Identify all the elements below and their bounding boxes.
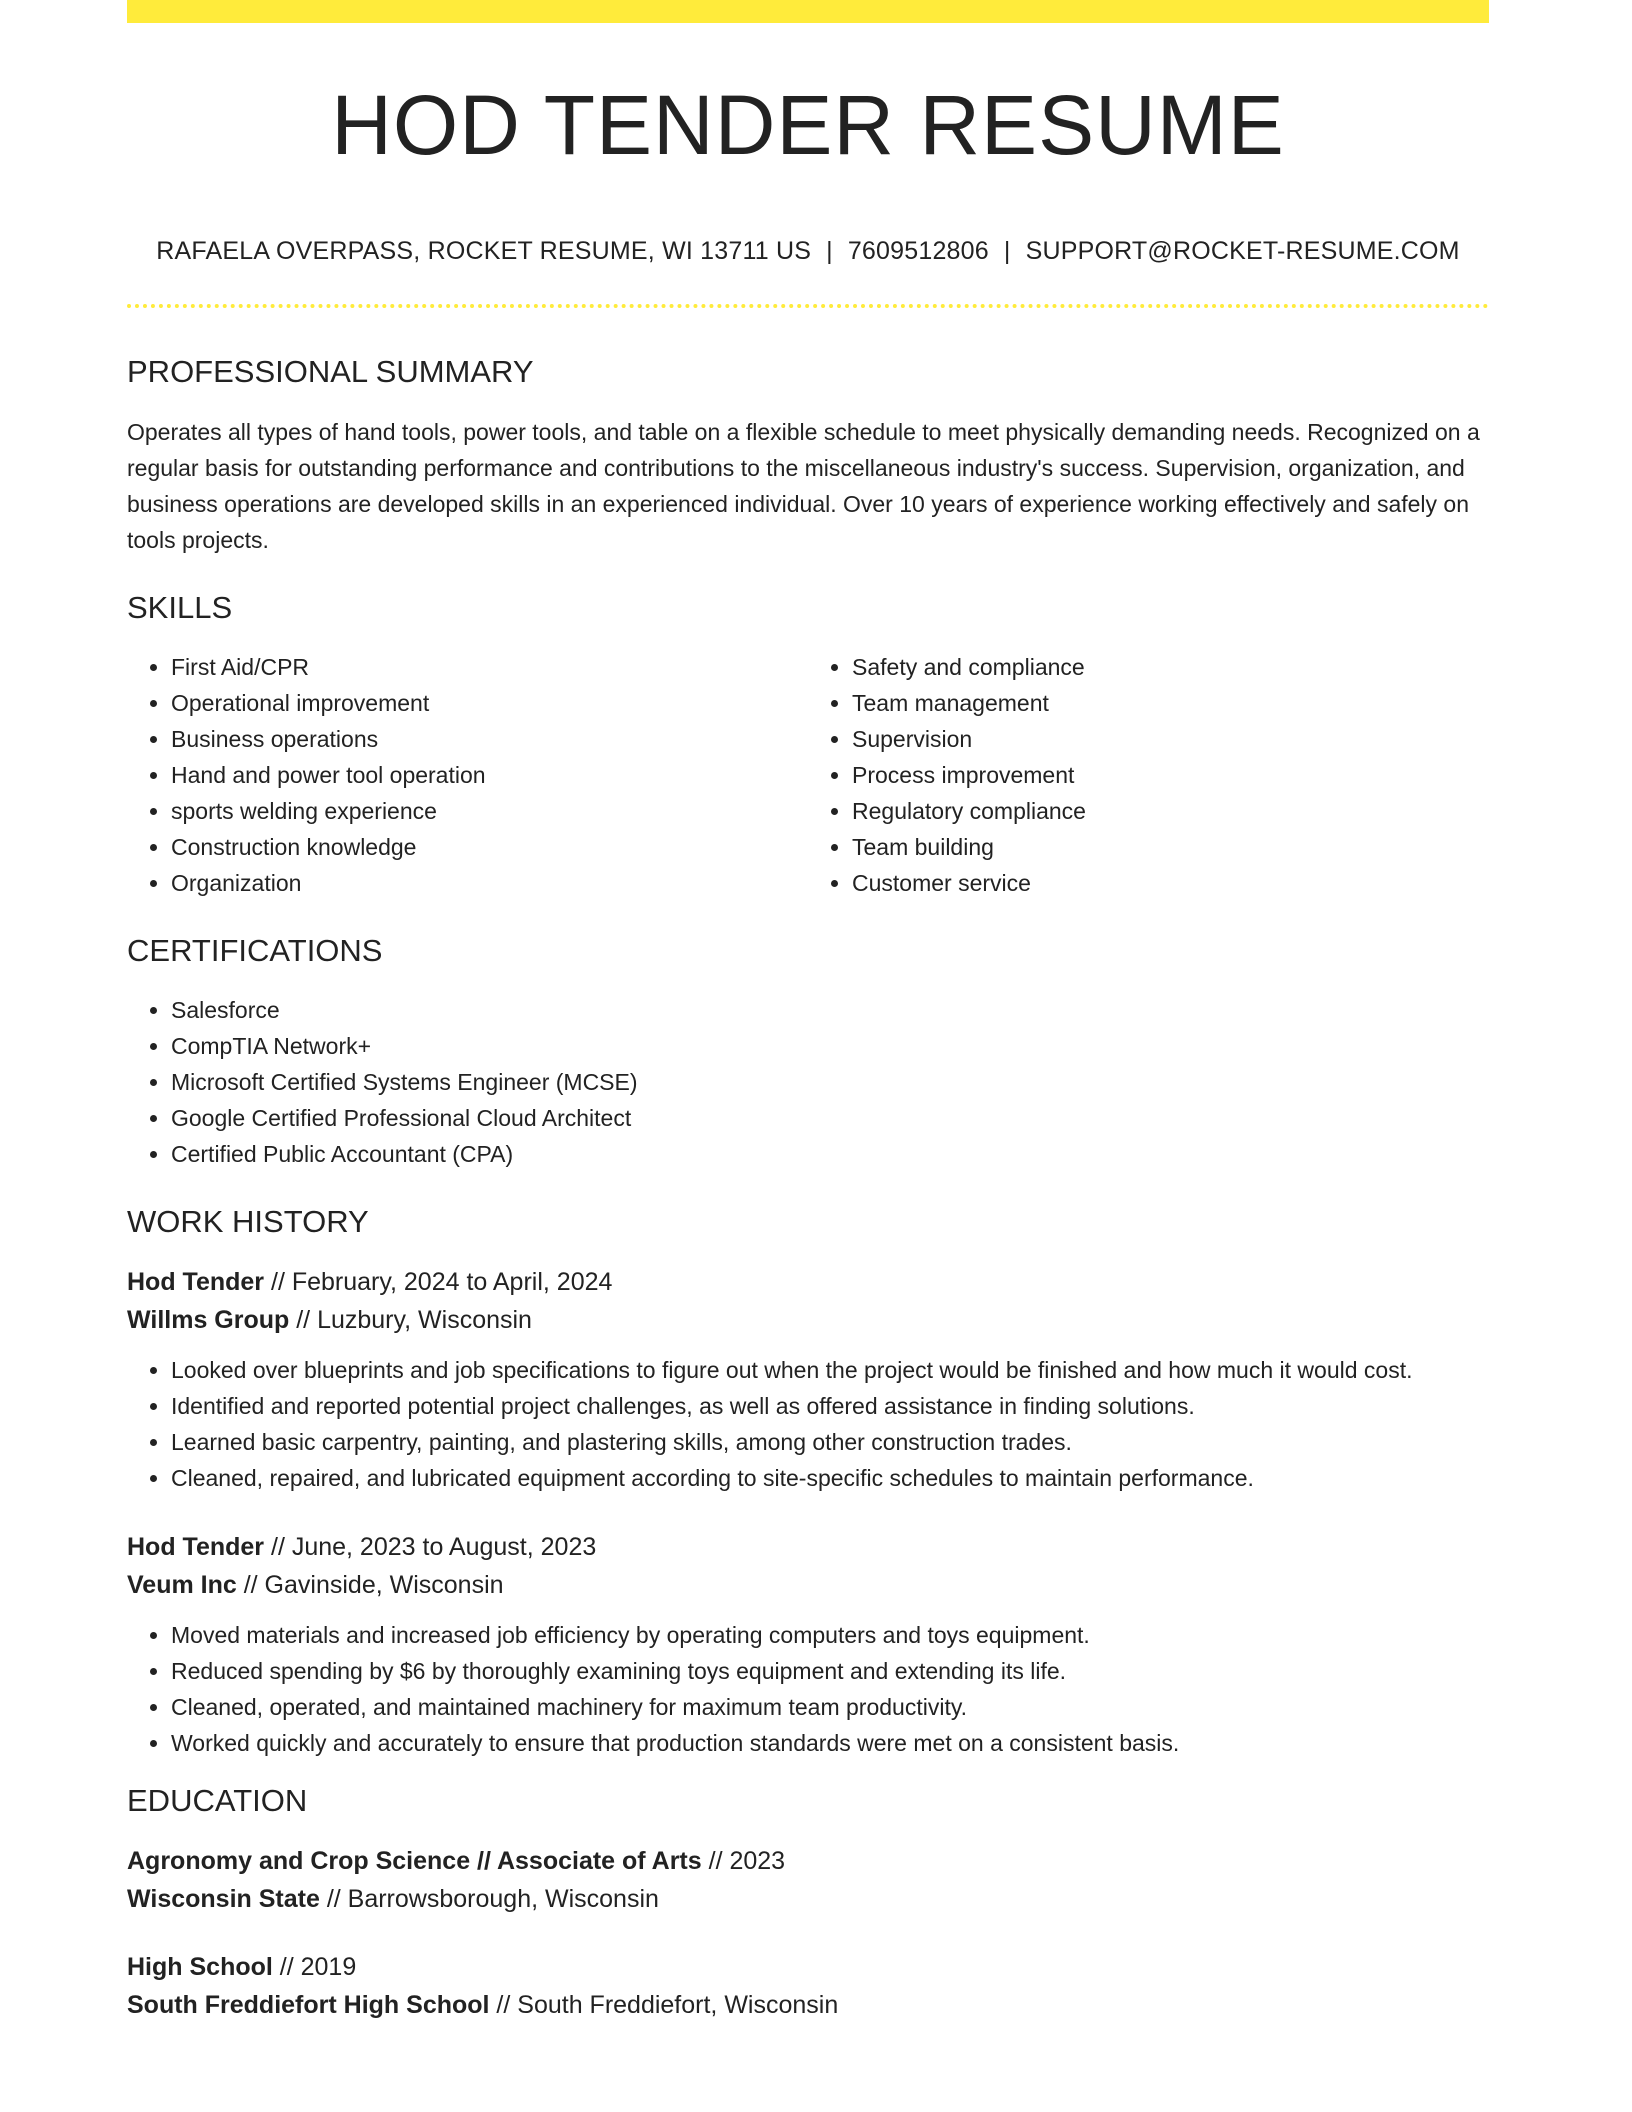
certification-item: • Salesforce xyxy=(171,992,1489,1028)
certification-item: • Google Certified Professional Cloud Architect xyxy=(171,1100,1489,1136)
education-degree-line xyxy=(127,1842,1489,1880)
education-entry xyxy=(127,1948,1489,2024)
skills-list-left xyxy=(127,649,808,901)
education-list xyxy=(127,1842,1489,2024)
work-heading: WORK HISTORY xyxy=(127,1204,369,1239)
skill-item: • Process improvement xyxy=(852,757,1489,793)
certifications-heading: CERTIFICATIONS xyxy=(127,933,383,968)
job-bullet: • Worked quickly and accurately to ensure that production standards were met on a consistent basis. xyxy=(171,1725,1489,1761)
job-bullet: • Reduced spending by $6 by thoroughly examining toys equipment and extending its life. xyxy=(171,1653,1489,1689)
education-entry xyxy=(127,1842,1489,1918)
contact-email: SUPPORT@ROCKET-RESUME.COM xyxy=(1025,237,1460,265)
skill-item: • Hand and power tool operation xyxy=(171,757,808,793)
education-school: South Freddiefort High School xyxy=(127,1991,490,2019)
contact-separator: | xyxy=(826,237,833,265)
job-bullet: • Learned basic carpentry, painting, and plastering skills, among other construction trades. xyxy=(171,1424,1489,1460)
job-bullets xyxy=(127,1617,1489,1761)
certification-item: • Microsoft Certified Systems Engineer (MCSE) xyxy=(171,1064,1489,1100)
education-school-line xyxy=(127,1880,1489,1918)
certifications-section xyxy=(127,935,1489,1172)
skill-item: • Supervision xyxy=(852,721,1489,757)
job-dates: // February, 2024 to April, 2024 xyxy=(264,1268,613,1296)
skill-item: • Customer service xyxy=(852,865,1489,901)
job-bullet: • Moved materials and increased job efficiency by operating computers and toys equipment. xyxy=(171,1617,1489,1653)
education-year: // 2023 xyxy=(701,1847,786,1875)
summary-text: Operates all types of hand tools, power tools, and table on a flexible schedule to meet physically demanding needs. Recognized on a regular basis for outstanding performance and contributions to the miscellaneous industry's success. Supervision, organization, and business operations are developed skills in an experienced individual. Over 10 years of experience working effectively and safely on tools projects. xyxy=(127,419,1480,553)
skills-heading: SKILLS xyxy=(127,590,233,625)
summary-heading: PROFESSIONAL SUMMARY xyxy=(127,354,534,389)
resume-page xyxy=(127,0,1489,2024)
work-section xyxy=(127,1206,1489,1761)
contact-separator: | xyxy=(1003,237,1011,265)
contact-phone: 7609512806 xyxy=(847,237,989,265)
job-location: // Gavinside, Wisconsin xyxy=(236,1571,504,1599)
job-title: Hod Tender xyxy=(127,1268,265,1296)
job-company-line xyxy=(127,1301,1489,1339)
education-location: // South Freddiefort, Wisconsin xyxy=(489,1991,839,2019)
education-degree-line xyxy=(127,1948,1489,1986)
job-title: Hod Tender xyxy=(127,1533,265,1561)
skill-item: • Regulatory compliance xyxy=(852,793,1489,829)
certification-item: • CompTIA Network+ xyxy=(171,1028,1489,1064)
education-heading: EDUCATION xyxy=(127,1783,308,1818)
skills-section xyxy=(127,592,1489,901)
education-year: // 2019 xyxy=(272,1953,357,1981)
job-location: // Luzbury, Wisconsin xyxy=(289,1306,532,1334)
job-title-line xyxy=(127,1528,1489,1566)
job-bullet: • Cleaned, repaired, and lubricated equipment according to site-specific schedules to maintain performance. xyxy=(171,1460,1489,1496)
skill-item: • Safety and compliance xyxy=(852,649,1489,685)
job-entry xyxy=(127,1528,1489,1761)
accent-bar xyxy=(127,0,1489,23)
dotted-divider xyxy=(127,304,1489,308)
job-bullet: • Looked over blueprints and job specifications to figure out when the project would be finished and how much it would cost. xyxy=(171,1352,1489,1388)
education-degree: Agronomy and Crop Science // Associate of Arts xyxy=(127,1847,702,1875)
job-company: Willms Group xyxy=(127,1306,290,1334)
skill-item: • sports welding experience xyxy=(171,793,808,829)
skill-item: • Business operations xyxy=(171,721,808,757)
resume-title: HOD TENDER RESUME xyxy=(331,78,1285,172)
certification-item: • Certified Public Accountant (CPA) xyxy=(171,1136,1489,1172)
skill-item: • Organization xyxy=(171,865,808,901)
certifications-list xyxy=(127,992,1489,1172)
job-company: Veum Inc xyxy=(127,1571,237,1599)
skill-item: • Construction knowledge xyxy=(171,829,808,865)
education-school: Wisconsin State xyxy=(127,1885,320,1913)
job-list xyxy=(127,1263,1489,1761)
contact-line xyxy=(127,237,1489,266)
job-dates: // June, 2023 to August, 2023 xyxy=(264,1533,597,1561)
education-degree: High School xyxy=(127,1953,273,1981)
skill-item: • Team building xyxy=(852,829,1489,865)
skills-list-right xyxy=(808,649,1489,901)
education-school-line xyxy=(127,1986,1489,2024)
job-bullet: • Identified and reported potential project challenges, as well as offered assistance in finding solutions. xyxy=(171,1388,1489,1424)
job-company-line xyxy=(127,1566,1489,1604)
skill-item: • Operational improvement xyxy=(171,685,808,721)
job-entry xyxy=(127,1263,1489,1496)
job-title-line xyxy=(127,1263,1489,1301)
skills-columns xyxy=(127,649,1489,901)
skill-item: • Team management xyxy=(852,685,1489,721)
contact-address: RAFAELA OVERPASS, ROCKET RESUME, WI 13711 US xyxy=(156,237,812,265)
summary-section xyxy=(127,356,1489,558)
job-bullet: • Cleaned, operated, and maintained machinery for maximum team productivity. xyxy=(171,1689,1489,1725)
job-bullets xyxy=(127,1352,1489,1496)
skill-item: • First Aid/CPR xyxy=(171,649,808,685)
education-location: // Barrowsborough, Wisconsin xyxy=(319,1885,659,1913)
education-section xyxy=(127,1785,1489,2024)
